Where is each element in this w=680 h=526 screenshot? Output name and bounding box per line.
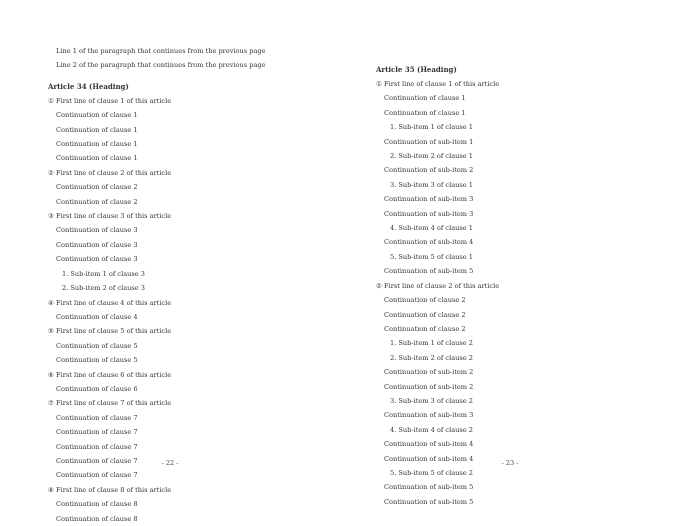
text-line: Continuation of clause 8: [56, 500, 138, 509]
text-line: ④ First line of clause 4 of this article: [48, 298, 172, 307]
text-line: Continuation of clause 2: [56, 183, 138, 192]
text-line: Continuation of sub-item 5: [384, 497, 474, 506]
text-line: ① First line of clause 1 of this article: [376, 80, 500, 88]
article-35-title: Article 35 (Heading): [376, 65, 457, 74]
text-line: 4. Sub-item 4 of clause 1: [390, 224, 473, 233]
text-line: Continuation of clause 7: [56, 428, 138, 437]
text-line: ② First line of clause 2 of this article: [376, 281, 500, 290]
text-line: Continuation of clause 2: [384, 324, 466, 333]
text-line: 2. Sub-item 2 of clause 2: [390, 353, 473, 362]
text-line: Continuation of sub-item 5: [384, 267, 474, 276]
text-line: Continuation of sub-item 1: [384, 137, 474, 146]
text-line: 1. Sub-item 1 of clause 1: [390, 123, 473, 132]
text-line: Continuation of clause 2: [56, 197, 138, 206]
text-line: Continuation of clause 2: [384, 296, 466, 305]
text-line: Continuation of sub-item 4: [384, 454, 474, 463]
text-line: Continuation of clause 1: [384, 94, 466, 103]
text-line: Continuation of sub-item 3: [384, 209, 474, 218]
text-line: Continuation of sub-item 4: [384, 238, 474, 247]
text-line: 3. Sub-item 3 of clause 2: [390, 396, 473, 405]
text-line: ③ First line of clause 3 of this article: [48, 212, 172, 221]
text-line: Continuation of clause 5: [56, 341, 138, 350]
text-line: Continuation of clause 7: [56, 413, 138, 422]
page-number: - 22 -: [161, 459, 179, 467]
article-34-title: Article 34 (Heading): [48, 81, 129, 91]
text-line: ⑥ First line of clause 6 of this article: [48, 370, 172, 379]
right-article-body: [376, 77, 642, 509]
text-line: Continuation of clause 7: [56, 442, 138, 451]
text-line: Continuation of clause 3: [56, 226, 138, 235]
text-line: 2. Sub-item 2 of clause 3: [62, 284, 145, 293]
text-line: Line 2 of the paragraph that continues from the previous page: [56, 61, 266, 70]
text-line: Continuation of sub-item 3: [384, 195, 474, 204]
text-line: ⑦ First line of clause 7 of this article: [48, 399, 172, 408]
text-line: Continuation of clause 2: [384, 310, 466, 319]
text-line: Continuation of clause 8: [56, 514, 138, 523]
text-line: 1. Sub-item 1 of clause 3: [62, 269, 145, 278]
text-line: Continuation of clause 7: [56, 456, 138, 465]
text-line: ⑤ First line of clause 5 of this article: [48, 327, 172, 336]
text-line: 1. Sub-item 1 of clause 2: [390, 339, 473, 348]
text-line: 4. Sub-item 4 of clause 2: [390, 425, 473, 434]
right-page: [340, 0, 680, 506]
text-line: ① First line of clause 1 of this article: [48, 96, 172, 105]
text-line: Continuation of clause 3: [56, 240, 138, 249]
text-line: Continuation of clause 6: [56, 384, 138, 393]
text-line: Continuation of clause 1: [384, 108, 466, 117]
text-line: Continuation of sub-item 2: [384, 368, 474, 377]
text-line: 3. Sub-item 3 of clause 1: [390, 180, 473, 189]
text-line: 5. Sub-item 5 of clause 2: [390, 468, 473, 477]
text-line: Continuation of sub-item 4: [384, 440, 474, 449]
text-line: Continuation of sub-item 2: [384, 382, 474, 391]
text-line: ⑧ First line of clause 8 of this article: [48, 485, 172, 494]
text-line: Continuation of clause 5: [56, 356, 138, 365]
text-line: Continuation of clause 1: [56, 154, 138, 163]
text-line: Continuation of sub-item 2: [384, 166, 474, 175]
left-page: [0, 0, 340, 523]
text-line: Continuation of clause 7: [56, 471, 138, 480]
text-line: Continuation of clause 1: [56, 140, 138, 149]
text-line: Continuation of sub-item 5: [384, 483, 474, 492]
text-line: Line 1 of the paragraph that continues from the previous page: [56, 47, 266, 55]
text-line: ② First line of clause 2 of this article: [48, 168, 172, 177]
text-line: 5. Sub-item 5 of clause 1: [390, 252, 473, 261]
text-line: Continuation of clause 3: [56, 255, 138, 264]
page-number: - 23 -: [501, 459, 519, 467]
left-continuation-text: [48, 44, 306, 73]
text-line: Continuation of clause 1: [56, 111, 138, 120]
text-line: Continuation of clause 1: [56, 125, 138, 134]
text-line: Continuation of sub-item 3: [384, 411, 474, 420]
text-line: 2. Sub-item 2 of clause 1: [390, 152, 473, 161]
text-line: Continuation of clause 4: [56, 312, 138, 321]
